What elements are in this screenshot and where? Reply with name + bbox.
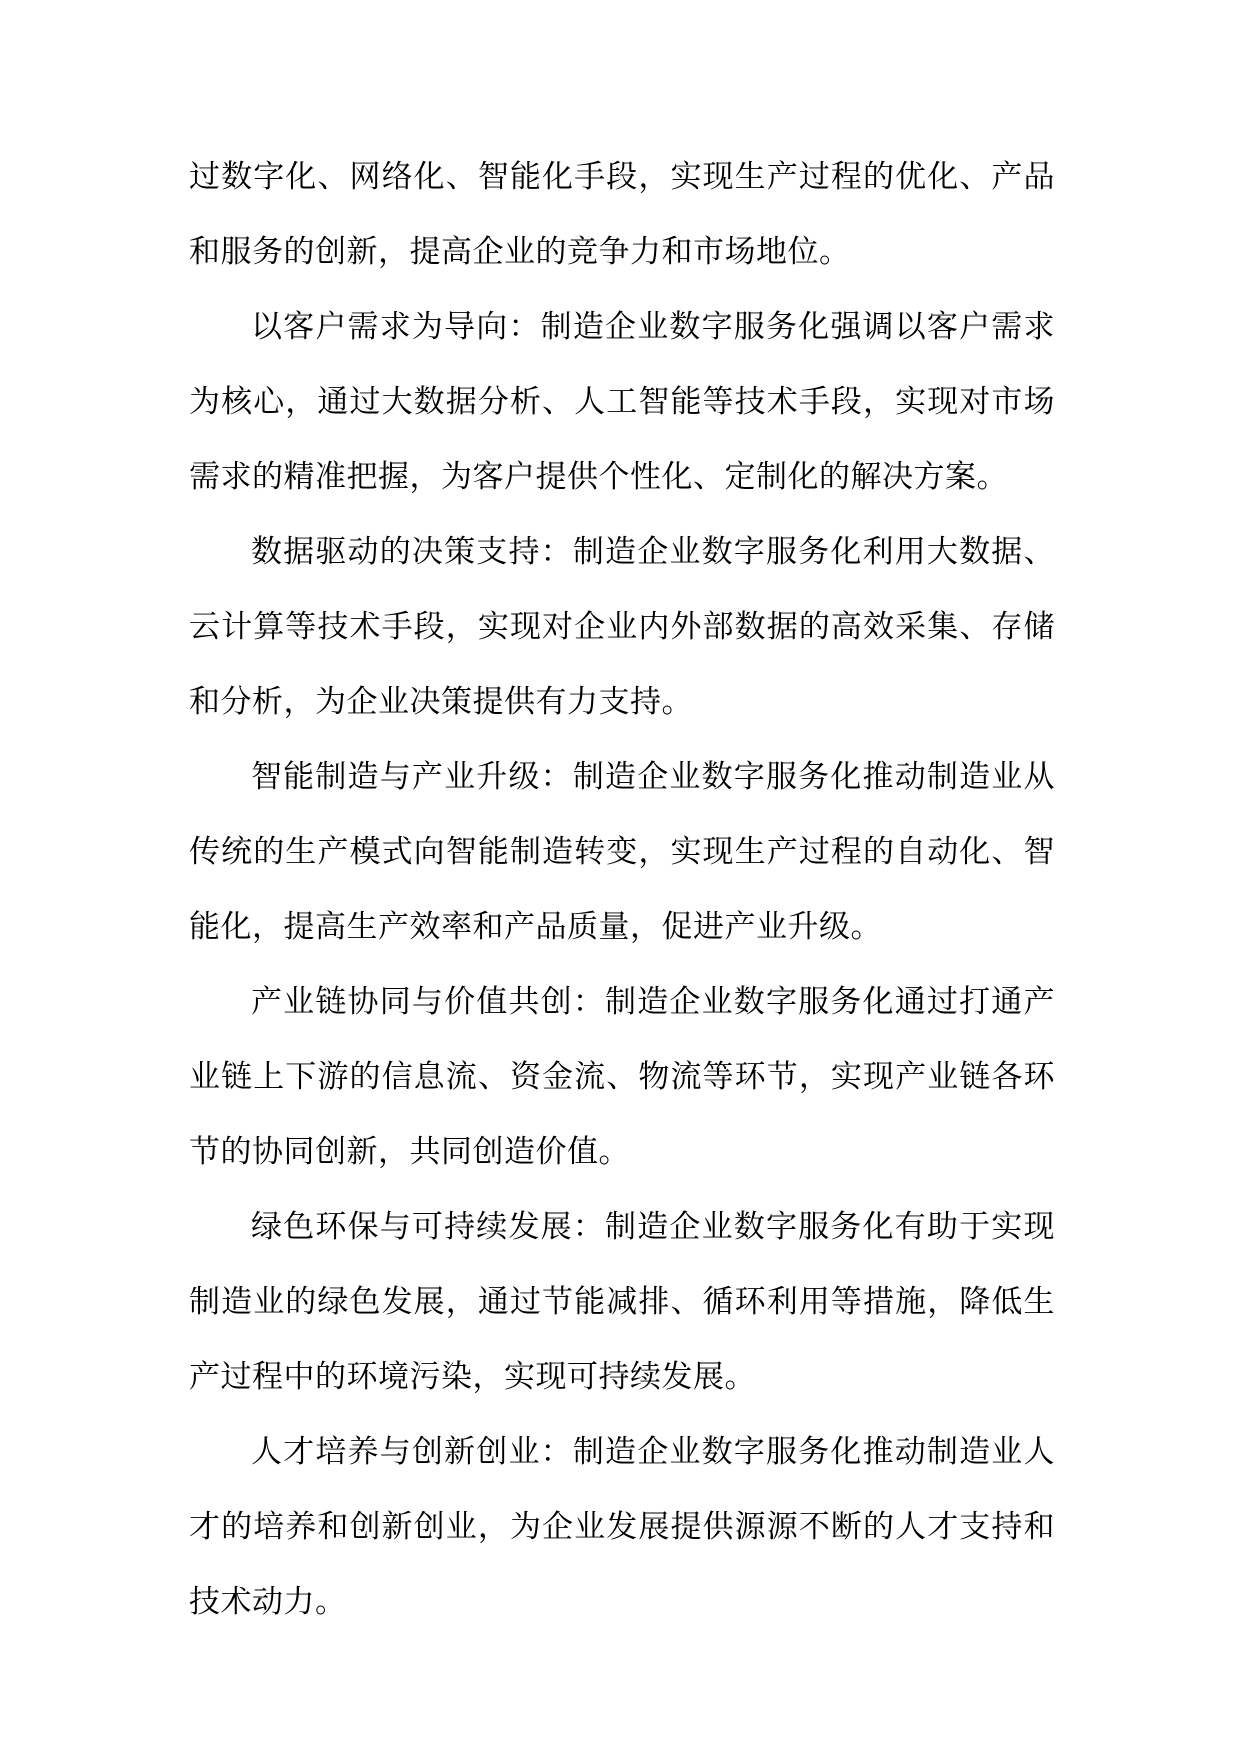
paragraph-smart-manufacturing: 智能制造与产业升级：制造企业数字服务化推动制造业从传统的生产模式向智能制造转变，实现生产过程的自动化、智能化，提高生产效率和产品质量，促进产业升级。	[189, 759, 1055, 945]
paragraph-customer-demand: 以客户需求为导向：制造企业数字服务化强调以客户需求为核心，通过大数据分析、人工智能等技术手段，实现对市场需求的精准把握，为客户提供个性化、定制化的解决方案。	[189, 309, 1055, 495]
paragraph-data-driven-decisions: 数据驱动的决策支持：制造企业数字服务化利用大数据、云计算等技术手段，实现对企业内外部数据的高效采集、存储和分析，为企业决策提供有力支持。	[189, 534, 1055, 720]
paragraph-talent-innovation: 人才培养与创新创业：制造企业数字服务化推动制造业人才的培养和创新创业，为企业发展提供源源不断的人才支持和技术动力。	[189, 1434, 1055, 1620]
document-body	[189, 140, 1055, 1640]
paragraph-continuation: 过数字化、网络化、智能化手段，实现生产过程的优化、产品和服务的创新，提高企业的竞争力和市场地位。	[189, 159, 1055, 270]
paragraph-green-sustainability: 绿色环保与可持续发展：制造企业数字服务化有助于实现制造业的绿色发展，通过节能减排、循环利用等措施，降低生产过程中的环境污染，实现可持续发展。	[189, 1209, 1055, 1395]
paragraph-industry-chain: 产业链协同与价值共创：制造企业数字服务化通过打通产业链上下游的信息流、资金流、物流等环节，实现产业链各环节的协同创新，共同创造价值。	[189, 984, 1055, 1170]
